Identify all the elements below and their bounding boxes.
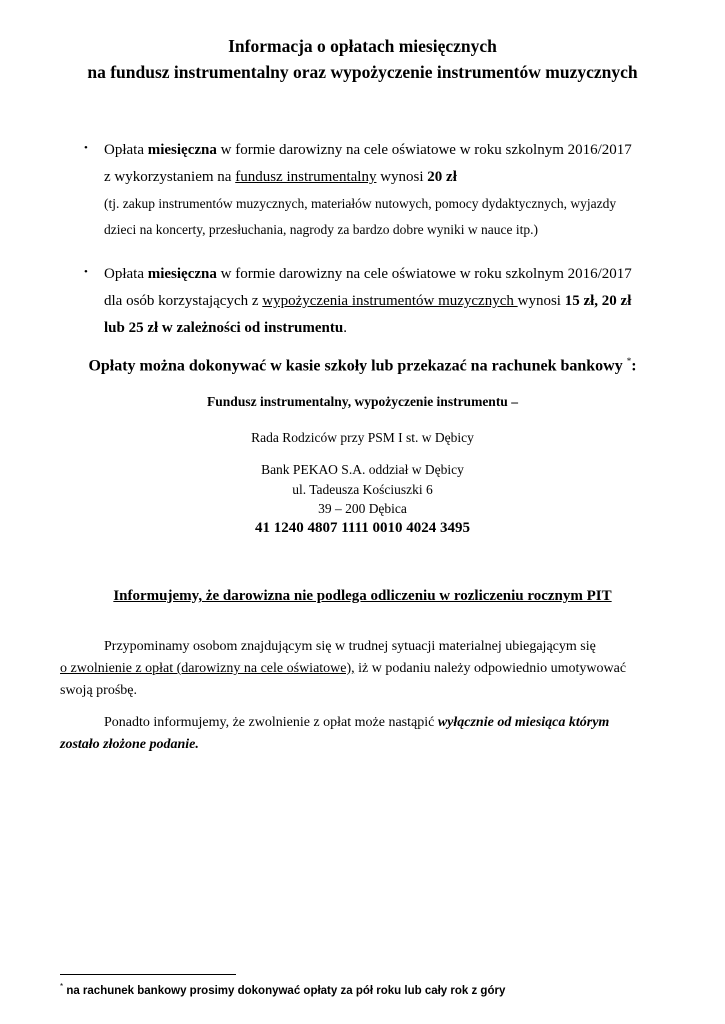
payment-heading: Opłaty można dokonywać w kasie szkoły lub przekazać na rachunek bankowy *: [88, 356, 637, 375]
paragraph-exemption: Przypominamy osobom znajdującym się w trudnej sytuacji materialnej ubiegającym się o zwolnienie z opłat (darowizny na cele oświatowe), iż w podaniu należy odpowiednio umotywować swoją prośbę. [60, 639, 627, 698]
bullet1-line1: Opłata miesięczna w formie darowizny na cele oświatowe w roku szkolnym 2016/2017 [104, 142, 632, 158]
bank-city: 39 – 200 Dębica [318, 501, 407, 516]
bullet1-note-line2: dzieci na koncerty, przesłuchania, nagrody za bardzo dobre wyniki w nauce itp.) [104, 222, 538, 237]
title-line-1: Informacja o opłatach miesięcznych [228, 36, 497, 56]
footnote-separator [60, 974, 236, 975]
payment-subheading: Fundusz instrumentalny, wypożyczenie instrumentu – [207, 394, 518, 409]
pit-notice: Informujemy, że darowizna nie podlega odliczeniu w rozliczeniu rocznym PIT [113, 588, 612, 604]
title-line-2: na fundusz instrumentalny oraz wypożyczenie instrumentów muzycznych [87, 62, 638, 82]
bank-street: ul. Tadeusza Kościuszki 6 [292, 482, 433, 497]
bullet-item-instrument-fund [84, 140, 684, 239]
footnote: * na rachunek bankowy prosimy dokonywać opłaty za pół roku lub cały rok z góry [60, 982, 506, 997]
bullet-dot: • [84, 266, 88, 278]
bullet-dot: • [84, 142, 88, 154]
bullet1-note-line1: (tj. zakup instrumentów muzycznych, materiałów nutowych, pomocy dydaktycznych, wyjazdy [104, 196, 617, 211]
bank-name: Bank PEKAO S.A. oddział w Dębicy [261, 462, 464, 477]
bank-account-number: 41 1240 4807 1111 0010 4024 3495 [254, 520, 471, 536]
bullet2-line1: Opłata miesięczna w formie darowizny na cele oświatowe w roku szkolnym 2016/2017 [104, 266, 632, 282]
payment-recipient: Rada Rodziców przy PSM I st. w Dębicy [251, 430, 474, 445]
bullet1-line2: z wykorzystaniem na fundusz instrumentalny wynosi 20 zł [104, 169, 457, 185]
bullet-item-instrument-rental [84, 264, 684, 338]
paragraph-exemption-timing: Ponadto informujemy, że zwolnienie z opłat może nastąpić wyłącznie od miesiąca którym zostało złożone podanie. [60, 715, 610, 752]
bullet2-line3: lub 25 zł w zależności od instrumentu. [104, 320, 347, 336]
bullet2-line2: dla osób korzystających z wypożyczenia instrumentów muzycznych wynosi 15 zł, 20 zł [104, 293, 632, 309]
